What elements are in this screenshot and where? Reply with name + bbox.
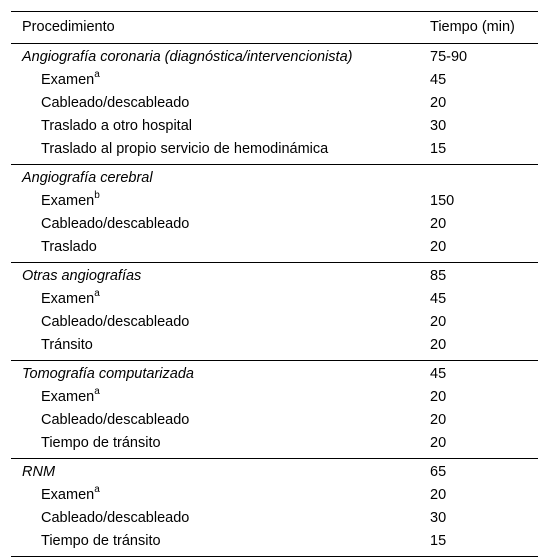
row-label-text: Cableado/descableado	[41, 510, 190, 526]
group-title: Angiografía coronaria (diagnóstica/intervencionista)	[22, 49, 353, 65]
row-label-text: Cableado/descableado	[41, 412, 190, 428]
procedure-group	[11, 263, 538, 361]
row-time-value: 45	[430, 72, 447, 88]
row-label	[41, 432, 161, 455]
row-label-text: Traslado al propio servicio de hemodinámica	[41, 141, 329, 157]
table-header	[11, 12, 538, 44]
row-time-value: 20	[430, 389, 447, 405]
row-label-text: Tránsito	[41, 337, 93, 353]
row-label	[41, 138, 328, 161]
footnote-marker: b	[94, 190, 100, 202]
footnote-marker: a	[94, 69, 100, 81]
procedure-group	[11, 165, 538, 263]
group-title-value: 85	[430, 268, 447, 284]
group-title-value: 45	[430, 366, 447, 382]
row-label	[41, 530, 161, 553]
row-label-text: Examen	[41, 389, 95, 405]
row-time-value: 20	[430, 95, 447, 111]
group-title-row	[11, 167, 538, 190]
table-row	[11, 484, 538, 507]
row-time-value: 20	[430, 412, 447, 428]
row-time-value: 30	[430, 118, 447, 134]
table-row	[11, 530, 538, 553]
footnote-marker: a	[94, 484, 100, 496]
row-time-value: 20	[430, 239, 447, 255]
row-label	[41, 92, 189, 115]
row-label-text: Examen	[41, 72, 95, 88]
row-time-value: 15	[430, 141, 447, 157]
table-row	[11, 190, 538, 213]
group-title: Angiografía cerebral	[22, 170, 153, 186]
row-label	[41, 507, 189, 530]
row-label	[41, 69, 100, 92]
group-title-row	[11, 46, 538, 69]
row-label	[41, 484, 100, 507]
row-time-value: 20	[430, 216, 447, 232]
table-row	[11, 288, 538, 311]
table-row	[11, 213, 538, 236]
procedure-group	[11, 459, 538, 556]
row-label	[41, 213, 189, 236]
group-title-row	[11, 265, 538, 288]
table-row	[11, 236, 538, 259]
table-row	[11, 115, 538, 138]
group-title-value: 75-90	[430, 49, 468, 65]
row-time-value: 30	[430, 510, 447, 526]
row-label-text: Examen	[41, 291, 95, 307]
group-title: Tomografía computarizada	[22, 366, 194, 382]
table-row	[11, 311, 538, 334]
row-label-text: Cableado/descableado	[41, 95, 190, 111]
row-label-text: Cableado/descableado	[41, 314, 190, 330]
row-time-value: 20	[430, 435, 447, 451]
row-time-value: 150	[430, 193, 455, 209]
row-label-text: Examen	[41, 193, 95, 209]
table-row	[11, 432, 538, 455]
group-title: Otras angiografías	[22, 268, 142, 284]
group-title-row	[11, 363, 538, 386]
row-time-value: 20	[430, 487, 447, 503]
row-label	[41, 311, 189, 334]
header-procedure: Procedimiento	[22, 19, 115, 35]
row-label-text: Examen	[41, 487, 95, 503]
table-row	[11, 334, 538, 357]
row-label-text: Tiempo de tránsito	[41, 533, 161, 549]
row-label	[41, 334, 93, 357]
table-row	[11, 69, 538, 92]
row-label	[41, 386, 100, 409]
footnote-marker: a	[94, 288, 100, 300]
group-title-row	[11, 461, 538, 484]
footnote-marker: a	[94, 386, 100, 398]
row-label-text: Cableado/descableado	[41, 216, 190, 232]
procedure-group	[11, 44, 538, 165]
row-label-text: Traslado a otro hospital	[41, 118, 192, 134]
row-time-value: 15	[430, 533, 447, 549]
table-row	[11, 507, 538, 530]
table-body	[11, 44, 538, 556]
row-time-value: 20	[430, 314, 447, 330]
row-label-text: Traslado	[41, 239, 97, 255]
row-label	[41, 409, 189, 432]
procedure-group	[11, 361, 538, 459]
table-row	[11, 409, 538, 432]
table-row	[11, 92, 538, 115]
row-label	[41, 236, 97, 259]
row-label-text: Tiempo de tránsito	[41, 435, 161, 451]
row-label	[41, 115, 192, 138]
group-title: RNM	[22, 464, 56, 480]
row-time-value: 20	[430, 337, 447, 353]
table-row	[11, 138, 538, 161]
group-title-value: 65	[430, 464, 447, 480]
row-time-value: 45	[430, 291, 447, 307]
header-time: Tiempo (min)	[430, 19, 515, 35]
procedure-time-table	[11, 11, 538, 557]
row-label	[41, 288, 100, 311]
table-row	[11, 386, 538, 409]
row-label	[41, 190, 100, 213]
